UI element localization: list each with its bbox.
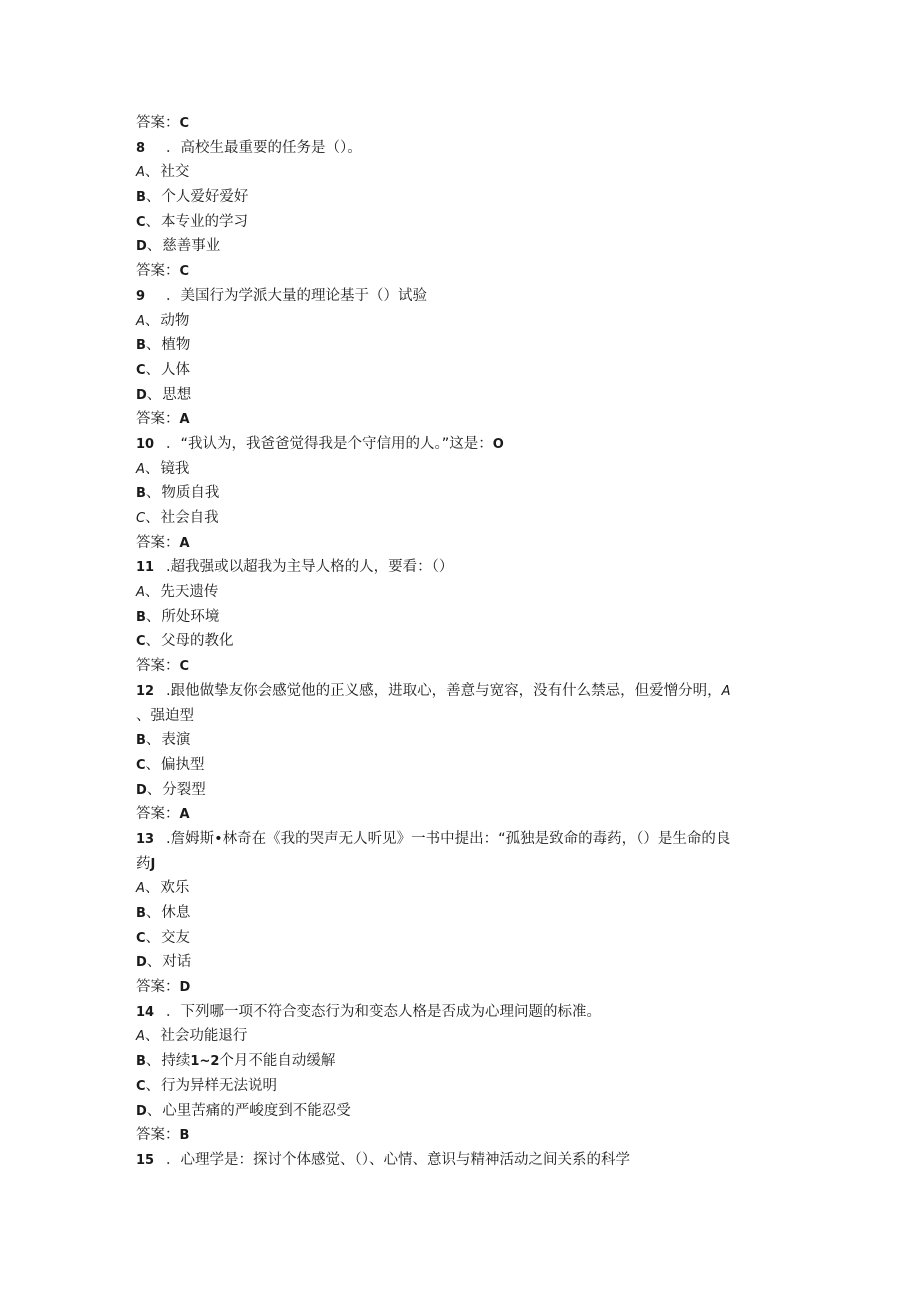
question-tail: A (721, 683, 731, 699)
option-separator: 、 (145, 189, 161, 206)
continuation-line (136, 704, 796, 729)
answer-label: 答案： (136, 263, 180, 280)
question-number: 9 (136, 288, 146, 304)
answer-line (136, 259, 796, 284)
option-separator: 、 (145, 1077, 161, 1094)
question-number: 12 (136, 683, 155, 699)
option-separator: 、 (145, 608, 161, 625)
option-text: 社会自我 (160, 510, 219, 526)
option-line (136, 234, 796, 259)
option-separator: 、 (144, 584, 160, 601)
option-line (136, 309, 796, 334)
question-dot: ． (166, 435, 181, 452)
option-separator: 、 (144, 312, 160, 329)
option-separator: 、 (146, 1102, 162, 1119)
question-number: 10 (136, 436, 155, 452)
option-separator: 、 (144, 460, 160, 477)
option-separator: 、 (146, 238, 162, 255)
option-line (136, 383, 796, 408)
answer-value: B (179, 1128, 190, 1144)
option-line (136, 778, 796, 803)
option-text: 交友 (161, 929, 191, 946)
answer-line (136, 531, 796, 556)
option-text: 先天遗传 (160, 584, 219, 601)
option-letter: B (136, 338, 146, 354)
question-text: 美国行为学派大量的理论基于（）试验 (180, 287, 427, 304)
option-letter: B (136, 733, 146, 749)
option-letter: D (136, 782, 147, 798)
option-letter: A (136, 585, 145, 601)
question-tail: O (492, 436, 504, 452)
answer-label: 答案： (136, 806, 180, 823)
option-letter: A (136, 1029, 145, 1045)
option-separator: 、 (145, 1053, 161, 1070)
option-text: 动物 (160, 312, 190, 329)
answer-value: A (179, 535, 190, 551)
question-line (136, 555, 796, 580)
option-text: 持续 (161, 1053, 191, 1070)
option-text: 表演 (161, 732, 191, 749)
option-separator: 、 (144, 164, 160, 181)
option-letter: D (136, 239, 147, 255)
question-line (136, 432, 796, 457)
option-text: 慈善事业 (162, 238, 221, 255)
answer-line (136, 407, 796, 432)
option-text: 人体 (161, 361, 191, 378)
option-text: 行为异样无法说明 (161, 1077, 278, 1094)
answer-label: 答案： (136, 979, 180, 996)
option-line (136, 160, 796, 185)
question-text: 超我强或以超我为主导人格的人，要看：（） (170, 559, 454, 576)
answer-label: 答案： (136, 658, 180, 675)
option-line (136, 629, 796, 654)
option-line (136, 333, 796, 358)
option-separator: 、 (145, 905, 161, 921)
option-letter: C (136, 362, 146, 378)
continuation-line (136, 852, 796, 877)
option-separator: 、 (146, 781, 162, 798)
answer-label: 答案： (136, 411, 180, 428)
question-text: 心理学是：探讨个体感觉、（）、心情、意识与精神活动之间关系的科学 (180, 1151, 630, 1168)
answer-label: 答案： (136, 534, 180, 551)
option-separator: 、 (145, 929, 161, 946)
question-line (136, 827, 796, 852)
answer-value: A (179, 807, 190, 823)
question-text: 詹姆斯•林奇在《我的哭声无人听见》一书中提出：“孤独是致命的毒药，（）是生命的良 (170, 830, 731, 847)
answer-value: C (179, 116, 190, 131)
question-dot: ． (166, 139, 181, 156)
option-separator: 、 (144, 880, 160, 897)
answer-value: C (179, 264, 190, 280)
option-line (136, 457, 796, 482)
answer-label: 答案： (136, 1127, 180, 1144)
answer-line (136, 802, 796, 827)
answer-value: C (179, 659, 190, 675)
option-line (136, 1074, 796, 1099)
option-text: 社会功能退行 (160, 1028, 248, 1045)
question-text: “我认为，我爸爸觉得我是个守信用的人。”这是： (180, 435, 493, 452)
option-text: 心里苦痛的严峻度到不能忍受 (162, 1102, 351, 1119)
option-letter: A (136, 881, 145, 897)
option-text: 分裂型 (162, 781, 206, 798)
option-text: 物质自我 (161, 485, 220, 502)
continuation-tail: J (150, 856, 156, 872)
answer-line (136, 975, 796, 1000)
option-letter: B (136, 609, 146, 625)
option-letter: D (136, 955, 147, 971)
question-line (136, 284, 796, 309)
question-dot: . (166, 559, 171, 576)
option-letter: C (136, 930, 146, 946)
question-line (136, 679, 796, 704)
continuation-text: 药 (136, 855, 151, 872)
question-text: 下列哪一项不符合变态行为和变态人格是否成为心理问题的标准。 (180, 1003, 601, 1020)
question-line (136, 1000, 796, 1025)
option-letter: B (136, 906, 146, 921)
option-letter: C (136, 511, 146, 526)
option-separator: 、 (145, 732, 161, 749)
answer-line (136, 1123, 796, 1148)
option-letter: B (136, 190, 146, 206)
option-separator: 、 (145, 756, 161, 773)
option-bold-text: 1~2 (190, 1054, 220, 1070)
option-letter: C (136, 214, 146, 230)
question-text: 跟他做挚友你会感觉他的正义感，进取心，善意与宽容，没有什么禁忌，但爱憎分明， (170, 682, 722, 699)
option-line (136, 1024, 796, 1049)
document-page (136, 111, 796, 1173)
option-separator: 、 (145, 213, 161, 230)
answer-line (136, 654, 796, 679)
question-dot: ． (166, 1151, 181, 1168)
option-letter: B (136, 486, 146, 502)
option-separator: 、 (146, 386, 162, 403)
option-letter: A (136, 461, 145, 477)
option-separator: 、 (145, 485, 161, 502)
option-line (136, 1099, 796, 1124)
option-separator: 、 (146, 954, 162, 971)
option-letter: A (136, 313, 145, 329)
option-line (136, 1049, 796, 1074)
question-dot: . (166, 682, 171, 699)
question-number: 8 (136, 140, 146, 156)
option-separator: 、 (145, 337, 161, 354)
option-letter: C (136, 1078, 146, 1094)
option-line (136, 876, 796, 901)
option-line (136, 358, 796, 383)
option-line (136, 481, 796, 506)
option-text: 休息 (161, 905, 191, 921)
question-number: 14 (136, 1004, 155, 1020)
option-separator: 、 (145, 361, 161, 378)
option-letter: D (136, 1103, 147, 1119)
question-line (136, 136, 796, 161)
option-letter: C (136, 757, 146, 773)
question-line (136, 1148, 796, 1173)
option-separator: 、 (145, 633, 161, 650)
option-text: 本专业的学习 (161, 213, 249, 230)
option-text: 思想 (162, 386, 192, 403)
option-line (136, 950, 796, 975)
option-line (136, 753, 796, 778)
option-text: 植物 (161, 337, 191, 354)
question-dot: ． (166, 287, 181, 304)
option-line (136, 580, 796, 605)
option-text: 偏执型 (161, 756, 205, 773)
option-line (136, 926, 796, 951)
question-dot: ． (166, 1003, 181, 1020)
option-line (136, 728, 796, 753)
option-text: 个人爱好爱好 (161, 189, 249, 206)
option-text: 社交 (160, 164, 190, 181)
question-dot: . (166, 830, 171, 847)
option-line (136, 901, 796, 926)
option-line (136, 185, 796, 210)
question-number: 11 (136, 560, 155, 576)
option-letter: B (136, 1054, 146, 1070)
question-number: 15 (136, 1152, 155, 1168)
answer-value: A (179, 412, 190, 428)
continuation-text: 、强迫型 (136, 707, 194, 724)
answer-value: D (179, 980, 191, 996)
answer-line (136, 111, 796, 136)
question-number: 13 (136, 831, 155, 847)
option-separator: 、 (144, 1028, 160, 1045)
option-text: 对话 (162, 954, 192, 971)
option-separator: 、 (145, 510, 160, 526)
option-text: 欢乐 (160, 880, 190, 897)
option-letter: D (136, 387, 147, 403)
option-letter: A (136, 165, 145, 181)
answer-label: 答案： (136, 115, 180, 131)
option-line (136, 506, 796, 531)
option-text: 父母的教化 (161, 633, 234, 650)
option-line (136, 210, 796, 235)
option-text: 所处环境 (161, 608, 220, 625)
option-letter: C (136, 634, 146, 650)
option-text-continued: 个月不能自动缓解 (219, 1053, 336, 1070)
option-text: 镜我 (160, 460, 190, 477)
option-line (136, 605, 796, 630)
question-text: 高校生最重要的任务是（）。 (180, 139, 362, 156)
